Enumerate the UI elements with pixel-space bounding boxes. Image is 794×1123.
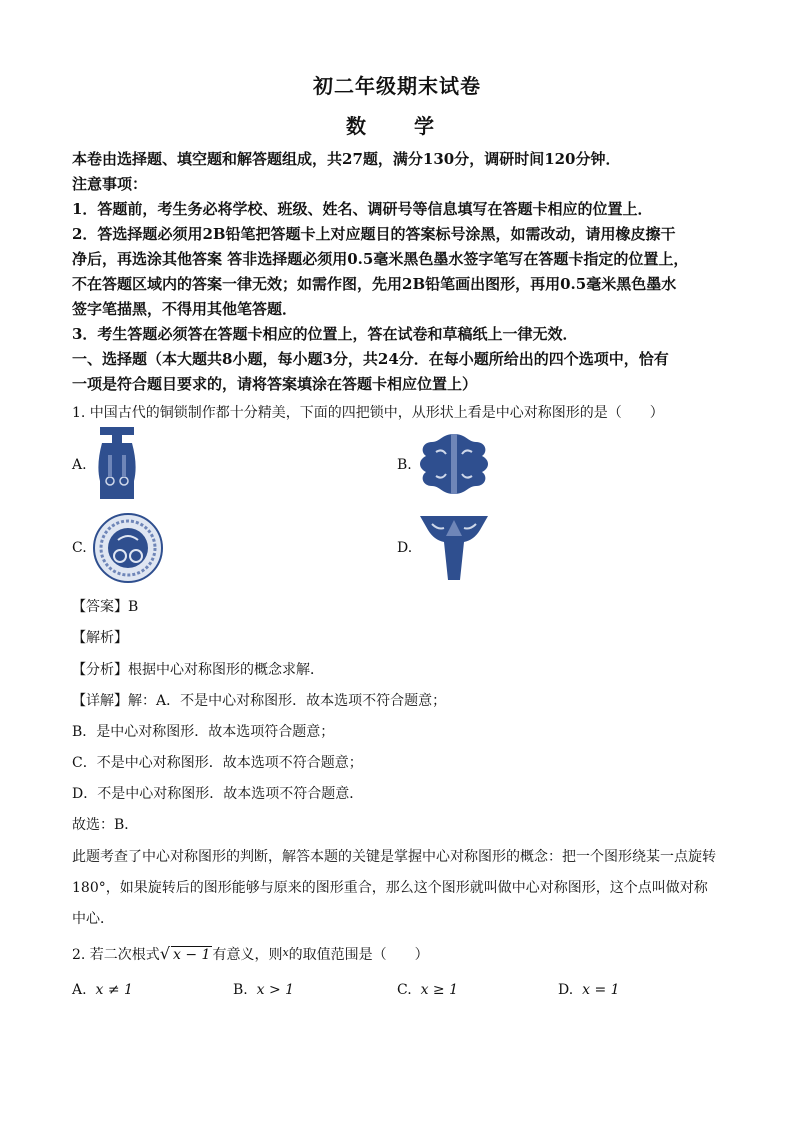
- notice-item-1: 1．答题前，考生务必将学校、班级、姓名、调研号等信息填写在答题卡相应的位置上．: [72, 200, 653, 218]
- option-d-label: D.: [397, 540, 413, 556]
- q2-option-a: [72, 982, 133, 998]
- q2-option-c-expr: x ≥ 1: [420, 982, 459, 998]
- option-b-label: B.: [397, 457, 412, 473]
- notice-item-2-line-2: 净后，再选涂其他答案 答非选择题必须用0.5毫米黑色墨水签字笔写在答题卡指定的位置上，: [72, 250, 689, 268]
- notice-item-3: 3．考生答题必须答在答题卡相应的位置上，答在试卷和草稿纸上一律无效．: [72, 325, 578, 343]
- lock-c-icon: [92, 512, 164, 584]
- fenxi-line: [72, 659, 324, 679]
- xiangjie-text-1: 解：A．不是中心对称图形．故本选项不符合题意；: [128, 693, 447, 709]
- notice-item-2-line-3: 不在答题区域内的答案一律无效；如需作图，先用2B铅笔画出图形，再用0.5毫米黑色墨水: [72, 275, 677, 293]
- option-c-label: C.: [72, 540, 87, 556]
- fenxi-text: 根据中心对称图形的概念求解．: [128, 662, 324, 678]
- answer-value: B: [128, 599, 139, 615]
- lock-d-icon: [416, 510, 492, 582]
- question-1-stem: 1. 中国古代的铜锁制作都十分精美，下面的四把锁中，从形状上看是中心对称图形的是（ ）: [72, 405, 664, 421]
- xiangjie-line-4: D．不是中心对称图形．故本选项不符合题意．: [72, 786, 364, 802]
- notice-title: 注意事项：: [72, 175, 148, 193]
- q2-stem-post: 的取值范围是（ ）: [288, 947, 429, 963]
- q2-option-a-expr: x ≠ 1: [95, 982, 133, 998]
- exam-title: 初二年级期末试卷: [313, 74, 481, 98]
- q2-var: x: [282, 946, 289, 959]
- q2-option-b-label: B.: [233, 982, 248, 998]
- q2-option-a-label: A.: [72, 982, 87, 998]
- intro-line: 本卷由选择题、填空题和解答题组成，共27题，满分130分，调研时间120分钟．: [72, 150, 621, 168]
- xiangjie-tag: 【详解】: [72, 693, 128, 709]
- q2-option-c-label: C.: [397, 982, 412, 998]
- lock-a-icon: [92, 425, 142, 505]
- notice-item-2-line-1: 2．答选择题必须用2B铅笔把答题卡上对应题目的答案标号涂黑，如需改动，请用橡皮擦干: [72, 225, 676, 243]
- q2-option-d: [558, 982, 620, 998]
- q2-stem-mid: 有意义，则: [212, 947, 283, 963]
- lock-b-icon: [416, 430, 492, 498]
- q2-option-c: [397, 982, 458, 998]
- fenxi-tag: 【分析】: [72, 662, 128, 678]
- section-heading-line-1: 一、选择题（本大题共8小题，每小题3分，共24分．在每小题所给出的四个选项中，恰有: [72, 350, 669, 368]
- guxuan-line: 故选：B．: [72, 817, 139, 833]
- q2-option-d-expr: x = 1: [582, 982, 620, 998]
- answer-tag: 【答案】: [72, 599, 128, 615]
- option-a-label: A.: [72, 457, 87, 473]
- q2-stem-pre: 2. 若二次根式: [72, 947, 160, 963]
- q2-option-d-label: D.: [558, 982, 574, 998]
- section-heading-line-2: 一项是符合题目要求的，请将答案填涂在答题卡相应位置上）: [72, 375, 478, 393]
- summary-line-1: 此题考查了中心对称图形的判断，解答本题的关键是掌握中心对称图形的概念：把一个图形绕某一点旋转: [72, 849, 716, 865]
- xiangjie-line-2: B．是中心对称图形．故本选项符合题意；: [72, 724, 335, 740]
- q2-radicand: x − 1: [173, 947, 211, 963]
- q2-option-b-expr: x > 1: [256, 982, 295, 998]
- xiangjie-line-3: C．不是中心对称图形．故本选项不符合题意；: [72, 755, 363, 771]
- notice-item-2-line-4: 签字笔描黑，不得用其他笔答题．: [72, 300, 298, 318]
- xiangjie-line-1: [72, 690, 446, 710]
- question-2-stem: 2. 若二次根式√ x − 1 有意义，则$^x$的取值范围是（ ）: [72, 944, 429, 963]
- jiexi-tag: 【解析】: [72, 630, 128, 646]
- summary-line-3: 中心．: [72, 911, 114, 927]
- summary-line-2: 180°，如果旋转后的图形能够与原来的图形重合，那么这个图形就叫做中心对称图形，这个点叫做对称: [72, 880, 708, 896]
- q2-option-b: [233, 982, 294, 998]
- answer-line: [72, 596, 138, 616]
- subject-title: 数 学: [346, 114, 448, 138]
